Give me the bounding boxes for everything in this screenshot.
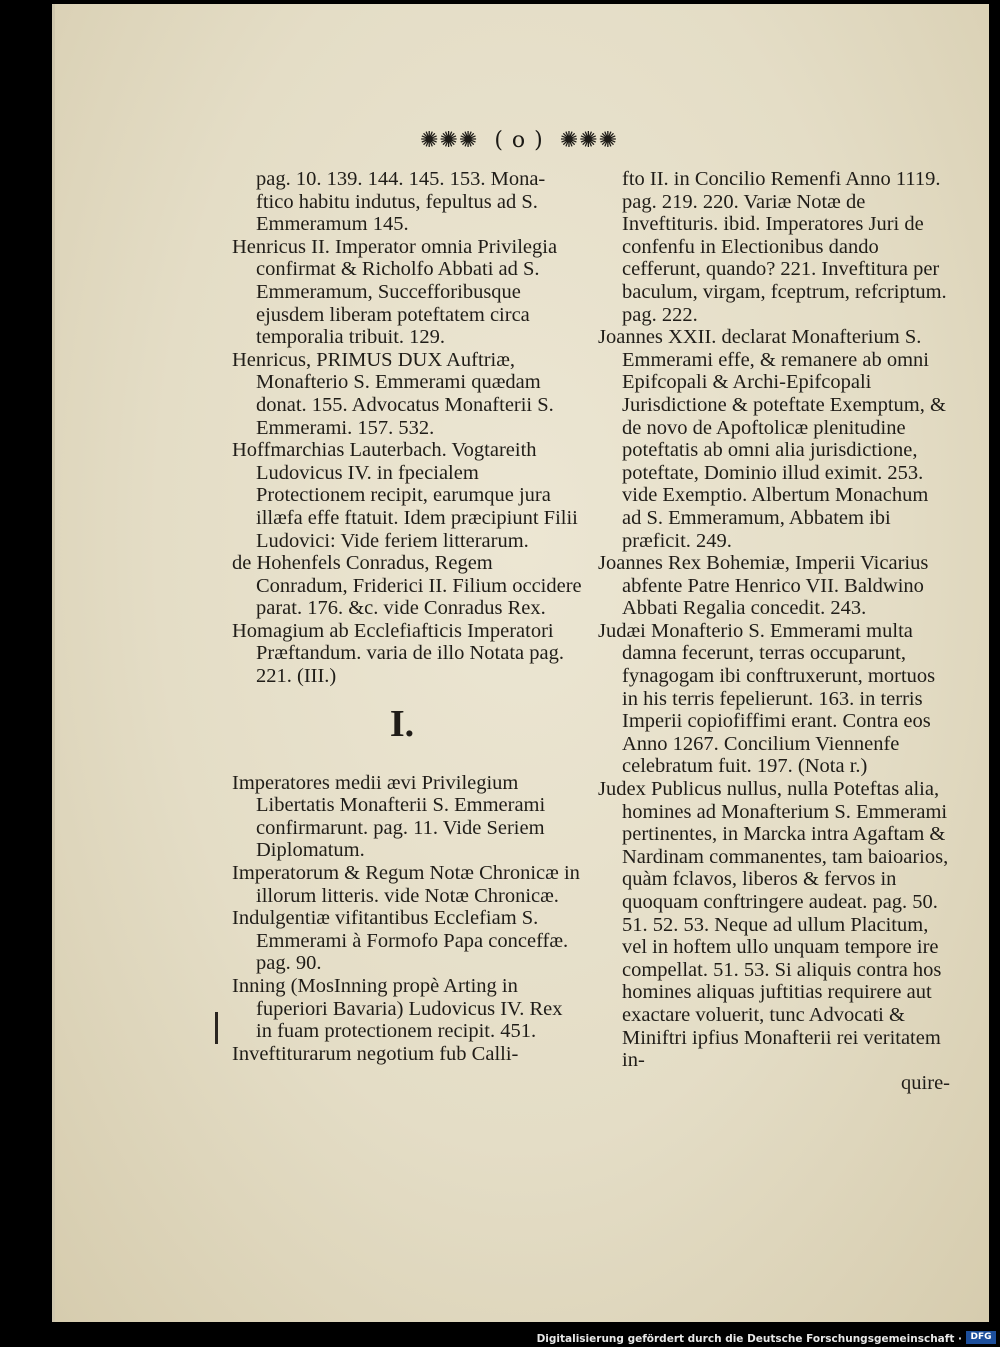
- page-number: ( o ): [494, 128, 544, 153]
- funding-credit: Digitalisierung gefördert durch die Deutsche Forschungsgemeinschaft ·: [536, 1333, 962, 1345]
- index-entry: fto II. in Concilio Remenfi Anno 1119. pag. 219. 220. Variæ Notæ de Inveftituris. ibid. Imperatores Juri de confenfu in Electionibus dando cefferunt, quando? 221. Inveftitura per baculum, virgam, fceptrum, refcriptum. pag. 222.: [622, 168, 947, 326]
- ornament-right: ✺✺✺: [559, 128, 619, 153]
- catchword: quire-: [901, 1071, 950, 1094]
- index-entry: Joannes XXII. declarat Monafterium S. Emmerami effe, & remanere ab omni Epifcopali & Archi-Epifcopali Jurisdictione & poteftate Exemptum, & de novo de Apoftolicæ plenitudine poteftatis ab omni alia jurisdictione, poteftate, Dominio illud eximit. 253. vide Exemptio. Albertum Monachum ad S. Emmeramum, Abbatem ibi præficit. 249.: [598, 326, 946, 552]
- index-entry: Imperatores medii ævi Privilegium Libertatis Monafterii S. Emmerami confirmarunt. pag. 11. Vide Seriem Diplomatum.: [232, 771, 546, 862]
- index-entry: pag. 10. 139. 144. 145. 153. Mona-ftico habitu indutus, fepultus ad S. Emmeramum 145.: [256, 168, 546, 236]
- left-column: [232, 168, 582, 1065]
- ornament-left: ✺✺✺: [420, 128, 479, 153]
- index-entry: Inveftiturarum negotium fub Calli-: [232, 1042, 519, 1065]
- dfg-logo-icon: DFG: [966, 1331, 996, 1344]
- index-entry: Imperatorum & Regum Notæ Chronicæ in illorum litteris. vide Notæ Chronicæ.: [232, 862, 580, 907]
- page-header: [420, 128, 618, 153]
- margin-mark: [215, 1012, 218, 1044]
- index-entry: Indulgentiæ vifitantibus Ecclefiam S. Emmerami à Formofo Papa conceffæ. pag. 90.: [232, 907, 569, 975]
- index-entry: Homagium ab Ecclefiafticis Imperatori Præftandum. varia de illo Notata pag. 221. (III.): [232, 619, 564, 688]
- index-entry: de Hohenfels Conradus, Regem Conradum, Friderici II. Filium occidere parat. 176. &c. vide Conradus Rex.: [232, 552, 582, 620]
- index-entry: Joannes Rex Bohemiæ, Imperii Vicarius abfente Patre Henrico VII. Baldwino Abbati Regalia concedit. 243.: [598, 552, 929, 620]
- index-entry: Henricus II. Imperator omnia Privilegia confirmat & Richolfo Abbati ad S. Emmeramum, Succefforibusque ejusdem liberam poteftatem circa temporalia tribuit. 129.: [232, 235, 558, 349]
- index-entry: Inning (MosInning propè Arting in fuperiori Bavaria) Ludovicus IV. Rex in fuam protectionem recipit. 451.: [232, 975, 563, 1043]
- index-entry: Judex Publicus nullus, nulla Poteftas alia, homines ad Monafterium S. Emmerami pertinentes, in Marcka intra Agaftam & Nardinam commanentes, tam baioarios, quàm fclavos, liberos & fervos in quoquam conftringere audeat. pag. 50. 51. 52. 53. Neque ad ullum Placitum, vel in hoftem ullo unquam tempore ire compellat. 51. 53. Si aliquis contra hos homines aliquas juftitias requirere aut exactare voluerit, tunc Advocati & Miniftri ipfius Monafterii rei veritatem in-: [598, 778, 949, 1072]
- index-entry: Hoffmarchias Lauterbach. Vogtareith Ludovicus IV. in fpecialem Protectionem recipit, earumque jura illæfa effe ftatuit. Idem præcipiunt Filii Ludovici: Vide feriem litterarum.: [232, 439, 578, 552]
- index-entry: Judæi Monafterio S. Emmerami multa damna fecerunt, terras occuparunt, fynagogam ibi conftruxerunt, mortuos in his terris fepelierunt. 163. in terris Imperii copiofiffimi erant. Contra eos Anno 1267. Concilium Viennenfe celebratum fuit. 197. (Nota r.): [598, 619, 936, 778]
- section-letter: I.: [389, 702, 415, 745]
- index-entry: Henricus, PRIMUS DUX Auftriæ, Monafterio S. Emmerami quædam donat. 155. Advocatus Monafterii S. Emmerami. 157. 532.: [232, 348, 554, 439]
- right-column: [598, 168, 950, 1094]
